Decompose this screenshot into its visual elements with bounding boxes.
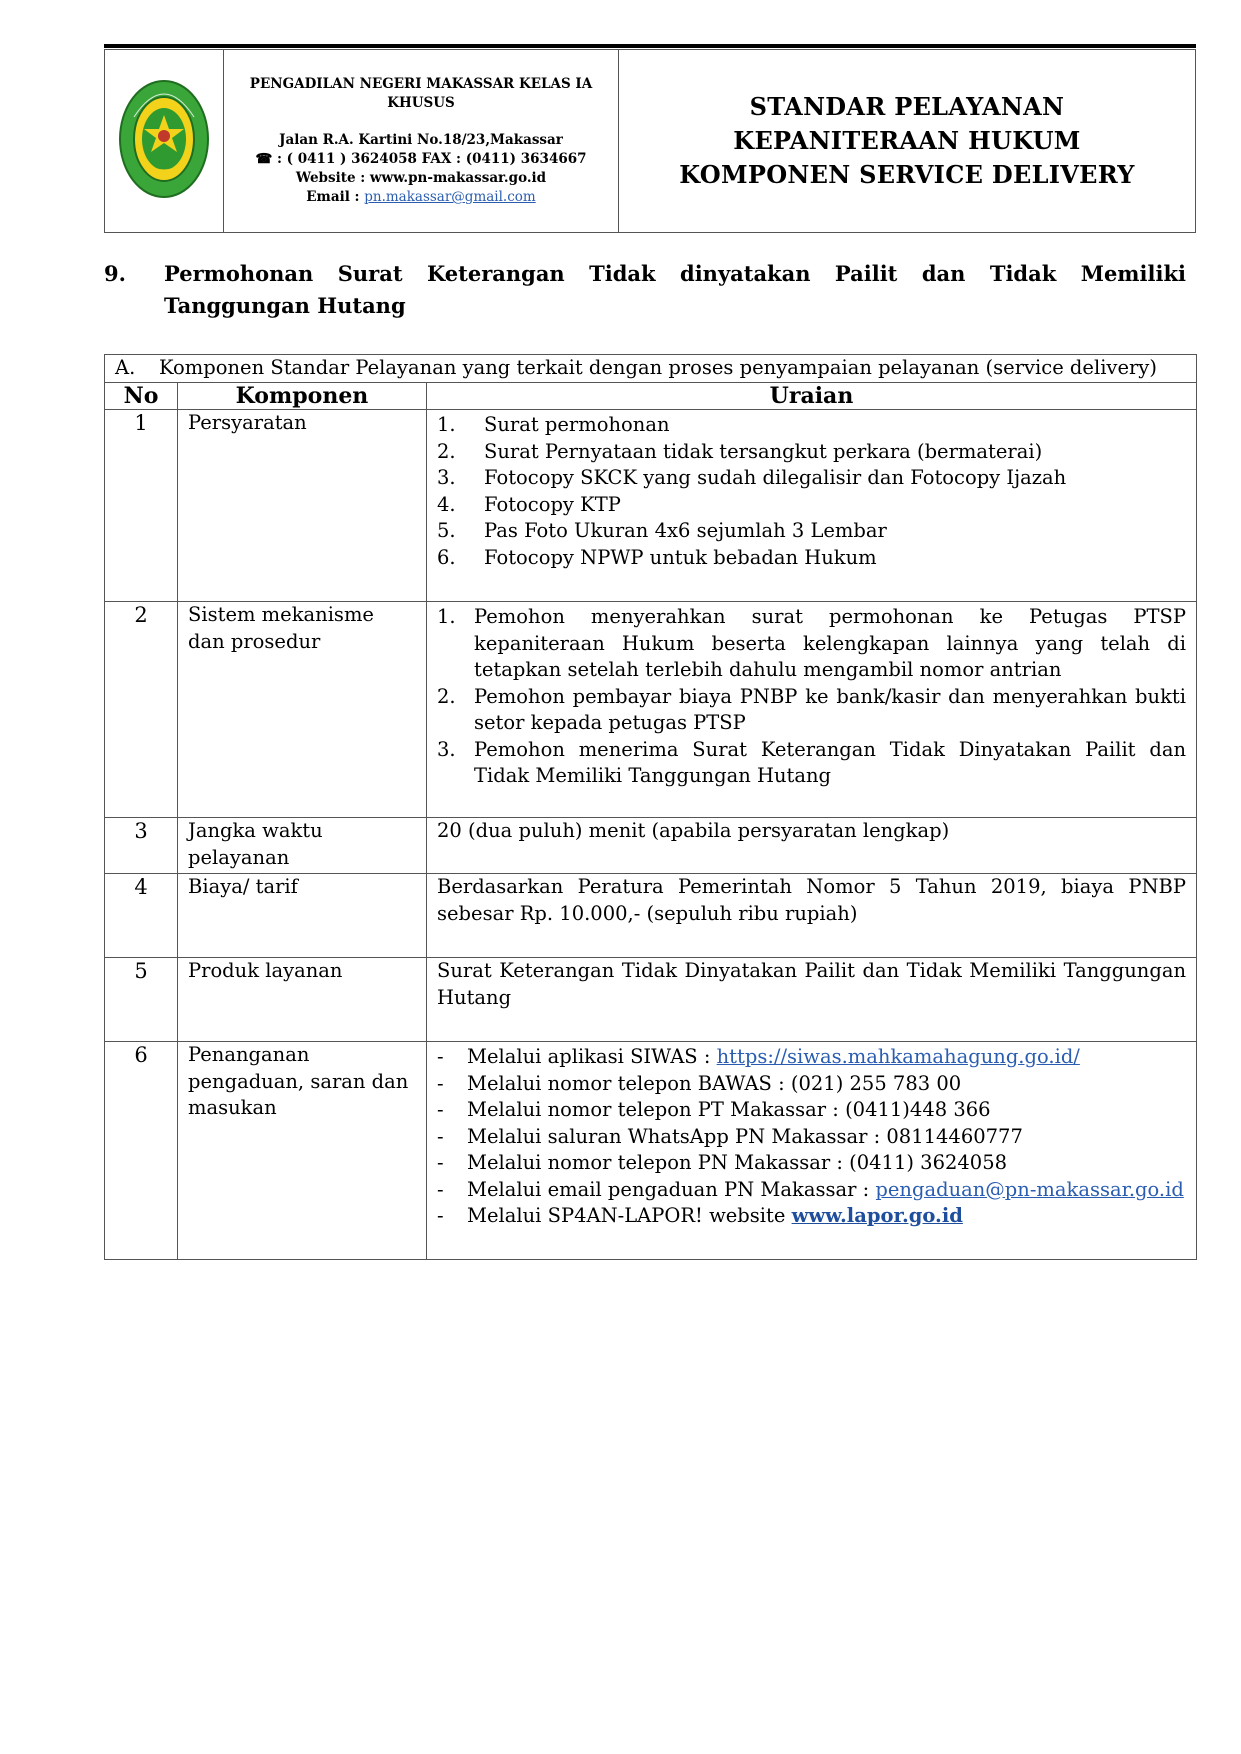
service-standard-table [104, 354, 1197, 1260]
title-line-3: KOMPONEN SERVICE DELIVERY [679, 160, 1135, 189]
col-header-komponen: Komponen [178, 382, 427, 410]
title-line-1: STANDAR PELAYANAN [749, 92, 1065, 121]
list-item: 1. Pemohon menyerahkan surat permohonan ke Petugas PTSP kepaniteraan Hukum beserta kelengkapan lainnya yang telah di tetapkan setelah terlebih dahulu mengambil nomor antrian [437, 605, 1186, 681]
list-item: - Melalui saluran WhatsApp PN Makassar : 08114460777 [437, 1124, 1023, 1148]
row-uraian: Surat Keterangan Tidak Dinyatakan Pailit dan Tidak Memiliki Tanggungan Hutang [427, 958, 1197, 1042]
row-komponen: Jangka waktu pelayanan [178, 818, 427, 874]
col-header-no: No [105, 382, 178, 410]
list-item: - Melalui SP4AN-LAPOR! website www.lapor.go.id [437, 1204, 963, 1227]
complaint-email-link[interactable]: pengaduan@pn-makassar.go.id [875, 1177, 1184, 1201]
court-address-block [224, 50, 619, 233]
row-no: 3 [105, 818, 178, 874]
row-no: 6 [105, 1042, 178, 1260]
list-item: 1. Surat permohonan [437, 413, 670, 436]
row-komponen: Biaya/ tarif [178, 874, 427, 958]
list-item: - Melalui nomor telepon BAWAS : (021) 255 783 00 [437, 1071, 962, 1095]
court-phone [225, 150, 617, 169]
table-row [105, 410, 1197, 602]
court-email [225, 188, 617, 207]
table-row [105, 602, 1197, 818]
document-title [619, 50, 1196, 233]
table-row [105, 1042, 1197, 1260]
title-line-2: KEPANITERAAN HUKUM [733, 126, 1081, 155]
table-intro-cell [105, 355, 1197, 383]
row-no: 2 [105, 602, 178, 818]
list-item: 2. Pemohon pembayar biaya PNBP ke bank/kasir dan menyerahkan bukti setor kepada petugas PTSP [437, 684, 1186, 734]
row-no: 5 [105, 958, 178, 1042]
list-item: 4. Fotocopy KTP [437, 492, 621, 516]
row-uraian: Berdasarkan Peratura Pemerintah Nomor 5 Tahun 2019, biaya PNBP sebesar Rp. 10.000,- (sepuluh ribu rupiah) [427, 874, 1197, 958]
court-logo-icon [116, 77, 212, 201]
row-uraian [427, 410, 1197, 602]
list-item: - Melalui aplikasi SIWAS : https://siwas.mahkamahagung.go.id/ [437, 1045, 1080, 1068]
section-heading [104, 258, 1186, 322]
court-website: Website : www.pn-makassar.go.id [295, 170, 547, 186]
table-intro-row [105, 355, 1197, 383]
row-komponen: Persyaratan [178, 410, 427, 602]
list-item: 6. Fotocopy NPWP untuk bebadan Hukum [437, 545, 877, 569]
table-row [105, 818, 1197, 874]
row-uraian: 20 (dua puluh) menit (apabila persyaratan lengkap) [427, 818, 1197, 874]
section-title: Permohonan Surat Keterangan Tidak dinyatakan Pailit dan Tidak Memiliki Tanggungan Hutang [164, 261, 1186, 318]
court-phone-text: : ( 0411 ) 3624058 FAX : (0411) 3634667 [277, 151, 587, 167]
email-link[interactable]: pn.makassar@gmail.com [364, 189, 536, 205]
table-row [105, 874, 1197, 958]
intro-letter: A. [115, 356, 136, 379]
letterhead [104, 49, 1196, 233]
list-item: 5. Pas Foto Ukuran 4x6 sejumlah 3 Lembar [437, 519, 887, 542]
list-item: - Melalui nomor telepon PT Makassar : (0411)448 366 [437, 1098, 991, 1121]
siwas-link[interactable]: https://siwas.mahkamahagung.go.id/ [716, 1045, 1080, 1068]
row-no: 1 [105, 410, 178, 602]
list-item: 3. Fotocopy SKCK yang sudah dilegalisir dan Fotocopy Ijazah [437, 466, 1067, 489]
list-item: - Melalui nomor telepon PN Makassar : (0411) 3624058 [437, 1151, 1008, 1174]
row-komponen: Produk layanan [178, 958, 427, 1042]
list-item: 2. Surat Pernyataan tidak tersangkut perkara (bermaterai) [437, 439, 1043, 463]
row-komponen: Sistem mekanisme dan prosedur [178, 602, 427, 818]
lapor-link[interactable]: www.lapor.go.id [791, 1204, 963, 1227]
phone-icon: ☎ [255, 151, 273, 167]
requirements-list [437, 412, 1186, 571]
table-row [105, 958, 1197, 1042]
list-item: - Melalui email pengaduan PN Makassar : pengaduan@pn-makassar.go.id [437, 1177, 1184, 1201]
header-top-rule [104, 44, 1196, 48]
logo-cell [105, 50, 224, 233]
table-header-row [105, 382, 1197, 410]
row-uraian [427, 1042, 1197, 1260]
court-address: Jalan R.A. Kartini No.18/23,Makassar [279, 132, 563, 148]
section-number: 9. [104, 261, 126, 286]
row-uraian [427, 602, 1197, 818]
row-komponen: Penanganan pengaduan, saran dan masukan [178, 1042, 427, 1260]
list-item: 3. Pemohon menerima Surat Keterangan Tidak Dinyatakan Pailit dan Tidak Memiliki Tanggungan Hutang [437, 737, 1186, 787]
complaint-channel-list [437, 1044, 1186, 1230]
col-header-uraian: Uraian [427, 382, 1197, 410]
email-label: Email : [306, 189, 360, 205]
intro-text: Komponen Standar Pelayanan yang terkait dengan proses penyampaian pelayanan (service delivery) [159, 356, 1157, 379]
procedure-list [437, 604, 1186, 790]
court-name: PENGADILAN NEGERI MAKASSAR KELAS IA KHUSUS [249, 76, 593, 111]
row-no: 4 [105, 874, 178, 958]
